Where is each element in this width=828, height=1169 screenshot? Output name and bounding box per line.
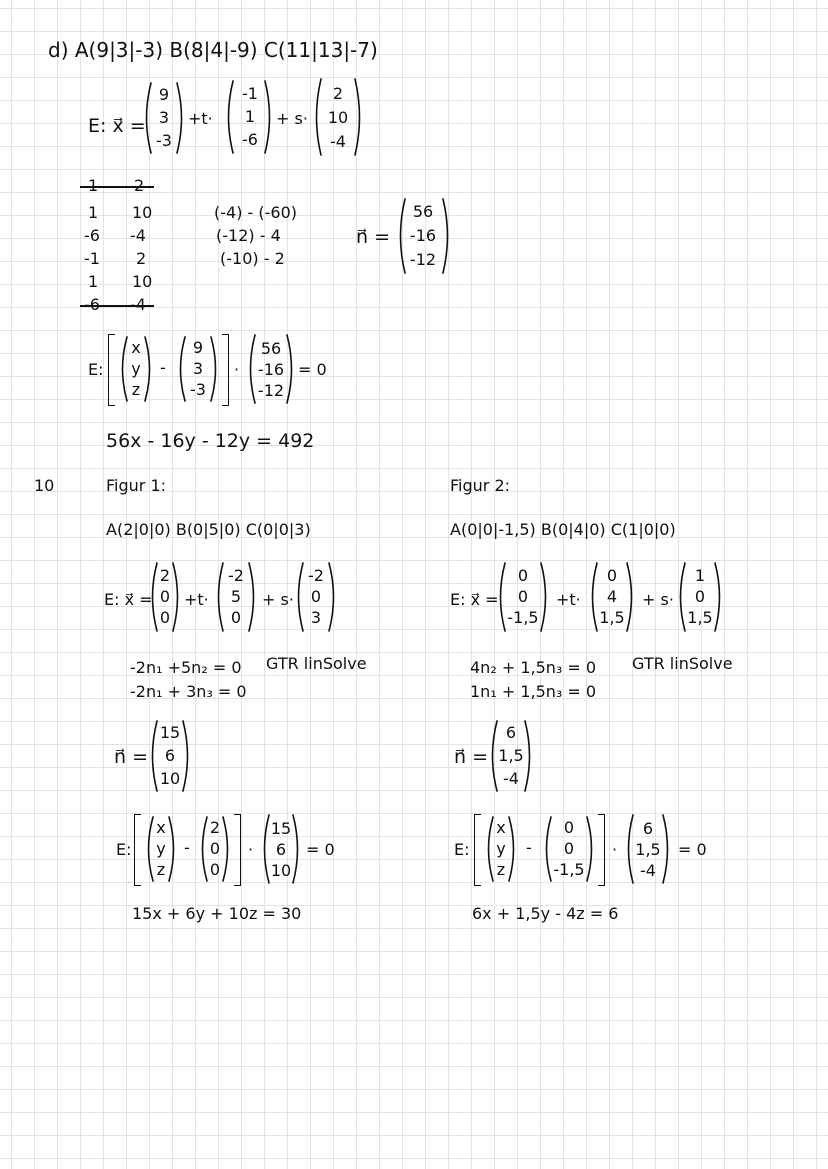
vec-entry: -12 xyxy=(257,381,285,401)
vec-entry: 2 xyxy=(209,818,221,838)
vec-entry: -3 xyxy=(156,130,172,150)
direction-vector-1 xyxy=(232,82,268,152)
vec-entry: 5 xyxy=(230,586,242,606)
vec-entry: 6 xyxy=(275,839,287,859)
vec-entry: 1,5 xyxy=(599,607,625,627)
vec-entry: z xyxy=(156,859,166,879)
right-paren xyxy=(328,562,338,632)
cross-cell: -6 xyxy=(84,226,100,245)
dot-sign: · xyxy=(234,360,240,379)
plane-label: E: x⃗ = xyxy=(450,590,499,609)
vec-entry: y xyxy=(156,838,166,858)
vec-entry: 4 xyxy=(606,586,618,606)
vec-entry: -1,5 xyxy=(553,859,585,879)
vec-entry: -1 xyxy=(242,83,258,103)
right-paren xyxy=(264,80,274,154)
vec-entry: y xyxy=(496,838,506,858)
support-vector xyxy=(150,84,178,152)
fig2-coordinate-equation: 6x + 1,5y - 4z = 6 xyxy=(472,904,619,923)
vec-entry: -16 xyxy=(257,359,285,379)
operator-s: + s· xyxy=(642,590,674,609)
right-paren xyxy=(442,198,452,274)
right-paren xyxy=(714,562,724,632)
plane-label: E: x⃗ = xyxy=(104,590,153,609)
plane-label: E: xyxy=(88,360,104,379)
vec-entry: -6 xyxy=(242,130,258,150)
operator-t: +t· xyxy=(556,590,581,609)
vec-entry: -4 xyxy=(330,132,346,151)
vec-entry: x xyxy=(156,818,166,838)
right-paren xyxy=(144,336,154,402)
fig2-equation-1: 4n₂ + 1,5n₃ = 0 xyxy=(470,658,597,677)
right-paren xyxy=(524,720,534,792)
support-vector xyxy=(504,566,542,628)
vec-entry: 10 xyxy=(159,768,181,788)
right-bracket xyxy=(222,334,229,406)
cross-cell: -4 xyxy=(130,226,146,245)
plane-label: E: xyxy=(116,840,132,859)
vec-entry: 0 xyxy=(310,586,322,606)
direction-vector-2 xyxy=(684,566,716,628)
right-paren xyxy=(540,562,550,632)
cross-term: (-10) - 2 xyxy=(220,249,285,268)
vec-entry: 10 xyxy=(270,861,292,881)
vec-entry: 0 xyxy=(159,607,171,627)
minus-sign: - xyxy=(526,838,532,857)
right-paren xyxy=(168,816,178,882)
dot-sign: · xyxy=(248,840,254,859)
fig1-equation-1: -2n₁ +5n₂ = 0 xyxy=(130,658,242,677)
dot-sign: · xyxy=(612,840,618,859)
right-paren xyxy=(248,562,258,632)
vec-entry: 1 xyxy=(694,566,706,586)
equals-zero: = 0 xyxy=(306,840,335,859)
left-bracket xyxy=(134,814,141,886)
operator-s: + s· xyxy=(262,590,294,609)
task-d-heading: d) A(9|3|-3) B(8|4|-9) C(11|13|-7) xyxy=(48,38,378,62)
direction-vector-1 xyxy=(596,566,628,628)
margin-number: 10 xyxy=(34,476,55,495)
normal-label: n⃗ = xyxy=(356,226,391,248)
vec-entry: 0 xyxy=(230,607,242,627)
position-vector xyxy=(126,338,146,400)
right-paren xyxy=(586,816,596,882)
normal-vector xyxy=(254,338,288,402)
vec-entry: 1,5 xyxy=(498,745,524,765)
left-bracket xyxy=(108,334,115,406)
normal-vector xyxy=(404,200,442,272)
cross-term: (-4) - (-60) xyxy=(214,203,297,222)
cross-cell: -1 xyxy=(84,249,100,268)
cross-cell: 1 xyxy=(88,272,99,291)
vec-entry: x xyxy=(496,818,506,838)
right-paren xyxy=(286,334,296,404)
vec-entry: 0 xyxy=(209,838,221,858)
vec-entry: 0 xyxy=(209,859,221,879)
vec-entry: 2 xyxy=(332,84,344,103)
vec-entry: 6 xyxy=(642,818,654,838)
vec-entry: z xyxy=(496,859,506,879)
fig2-equation-2: 1n₁ + 1,5n₃ = 0 xyxy=(470,682,597,701)
vec-entry: 56 xyxy=(260,338,282,358)
vec-entry: 1,5 xyxy=(687,607,713,627)
normal-vector xyxy=(632,818,664,882)
right-bracket xyxy=(598,814,605,886)
vec-entry: 6 xyxy=(505,723,517,743)
vec-entry: 3 xyxy=(192,358,204,378)
vec-entry: -4 xyxy=(640,861,656,881)
vec-entry: -3 xyxy=(190,379,206,399)
vec-entry: y xyxy=(131,358,141,378)
vec-entry: 0 xyxy=(694,586,706,606)
vec-entry: 15 xyxy=(159,723,181,743)
direction-vector-2 xyxy=(320,82,356,154)
operator-t: +t· xyxy=(188,109,213,128)
right-paren xyxy=(172,562,182,632)
equals-zero: = 0 xyxy=(678,840,707,859)
vec-entry: 15 xyxy=(270,818,292,838)
vec-entry: 2 xyxy=(159,566,171,586)
right-paren xyxy=(210,336,220,402)
vec-entry: 3 xyxy=(310,607,322,627)
fig1-coordinate-equation: 15x + 6y + 10z = 30 xyxy=(132,904,302,923)
right-paren xyxy=(222,816,232,882)
vec-entry: -2 xyxy=(308,566,324,586)
vec-entry: -1,5 xyxy=(507,607,539,627)
right-paren xyxy=(176,82,186,154)
minus-sign: - xyxy=(160,358,166,377)
normal-label: n⃗ = xyxy=(454,746,489,768)
vec-entry: 0 xyxy=(563,838,575,858)
vec-entry: 56 xyxy=(412,202,434,221)
fig2-title: Figur 2: xyxy=(450,476,511,495)
cross-cell: 1 xyxy=(88,203,99,222)
vec-entry: 0 xyxy=(517,566,529,586)
direction-vector-1 xyxy=(222,566,250,628)
normal-vector xyxy=(156,722,184,790)
vec-entry: -12 xyxy=(409,250,437,269)
right-paren xyxy=(182,720,192,792)
vec-entry: 1,5 xyxy=(635,839,661,859)
left-bracket xyxy=(474,814,481,886)
right-bracket xyxy=(234,814,241,886)
fig2-points: A(0|0|-1,5) B(0|4|0) C(1|0|0) xyxy=(450,520,676,539)
cross-cell: 10 xyxy=(132,203,153,222)
vec-entry: x xyxy=(131,338,141,358)
normal-vector xyxy=(496,722,526,790)
fig1-title: Figur 1: xyxy=(106,476,167,495)
vec-entry: 0 xyxy=(606,566,618,586)
cross-term: (-12) - 4 xyxy=(216,226,281,245)
fig1-tool-note: GTR linSolve xyxy=(266,654,367,673)
minus-sign: - xyxy=(184,838,190,857)
vec-entry: 1 xyxy=(244,106,256,126)
vec-entry: -2 xyxy=(228,566,244,586)
task-d-coordinate-equation: 56x - 16y - 12y = 492 xyxy=(106,430,315,452)
fig1-equation-2: -2n₁ + 3n₃ = 0 xyxy=(130,682,247,701)
operator-s: + s· xyxy=(276,109,308,128)
vec-entry: 9 xyxy=(158,85,170,105)
vec-entry: 0 xyxy=(159,586,171,606)
right-paren xyxy=(662,814,672,884)
normal-label: n⃗ = xyxy=(114,746,149,768)
normal-vector xyxy=(268,818,294,882)
vec-entry: 10 xyxy=(327,108,349,127)
vec-entry: 3 xyxy=(158,107,170,127)
plane-label: E: x⃗ = xyxy=(88,115,146,137)
equals-zero: = 0 xyxy=(298,360,327,379)
cross-cell: 10 xyxy=(132,272,153,291)
vec-entry: 0 xyxy=(517,586,529,606)
right-paren xyxy=(292,814,302,884)
right-paren xyxy=(508,816,518,882)
plane-label: E: xyxy=(454,840,470,859)
vec-entry: -4 xyxy=(503,768,519,788)
strike-line xyxy=(80,305,154,307)
vec-entry: 0 xyxy=(563,818,575,838)
right-paren xyxy=(626,562,636,632)
direction-vector-2 xyxy=(302,566,330,628)
vec-entry: 9 xyxy=(192,338,204,358)
vec-entry: 6 xyxy=(164,745,176,765)
strike-line xyxy=(80,186,154,188)
fig2-tool-note: GTR linSolve xyxy=(632,654,733,673)
cross-cell: 2 xyxy=(136,249,147,268)
point-vector xyxy=(550,818,588,880)
vec-entry: -16 xyxy=(409,226,437,245)
point-vector xyxy=(184,338,212,400)
vec-entry: z xyxy=(131,379,141,399)
operator-t: +t· xyxy=(184,590,209,609)
right-paren xyxy=(354,78,364,156)
fig1-points: A(2|0|0) B(0|5|0) C(0|0|3) xyxy=(106,520,311,539)
